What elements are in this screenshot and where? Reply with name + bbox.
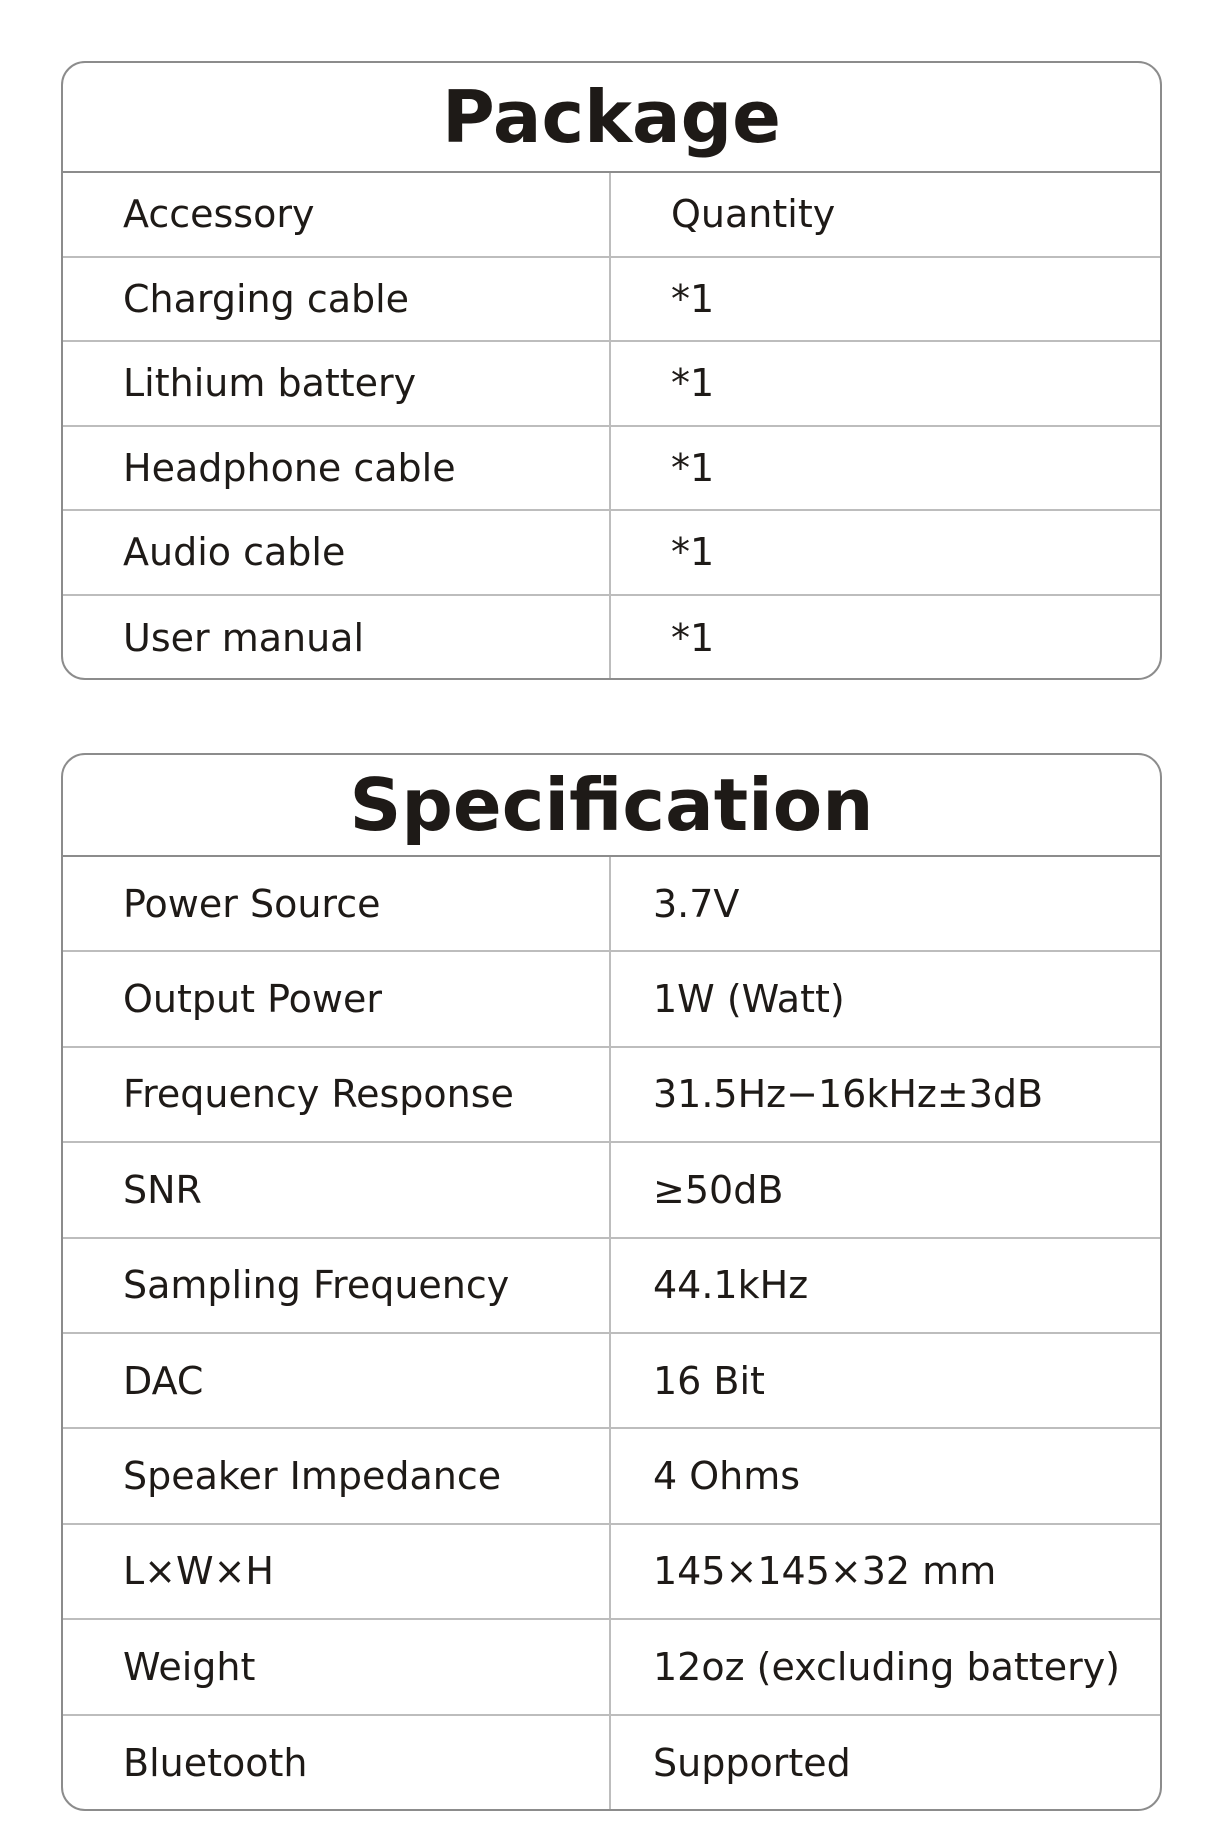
package-table bbox=[61, 61, 1162, 680]
table-row bbox=[63, 427, 1160, 512]
spec-value: 1W (Watt) bbox=[653, 977, 845, 1022]
spec-label: Weight bbox=[63, 1620, 611, 1713]
spec-label: Frequency Response bbox=[63, 1048, 611, 1141]
table-row bbox=[63, 857, 1160, 952]
spec-value: 3.7V bbox=[653, 881, 740, 926]
accessory-quantity: *1 bbox=[671, 445, 715, 490]
table-row bbox=[63, 1239, 1160, 1334]
accessory-name: Headphone cable bbox=[63, 427, 611, 510]
accessory-name: User manual bbox=[63, 596, 611, 681]
accessory-quantity: *1 bbox=[671, 615, 715, 660]
table-row bbox=[63, 1429, 1160, 1524]
accessory-quantity: *1 bbox=[671, 361, 715, 406]
spec-value: 145×145×32 mm bbox=[653, 1549, 997, 1594]
spec-label: L×W×H bbox=[63, 1525, 611, 1618]
specification-table bbox=[61, 753, 1162, 1811]
table-row bbox=[63, 1525, 1160, 1620]
accessory-name: Lithium battery bbox=[63, 342, 611, 425]
package-title: Package bbox=[63, 63, 1160, 173]
accessory-quantity: *1 bbox=[671, 530, 715, 575]
spec-value: 44.1kHz bbox=[653, 1263, 809, 1308]
table-row bbox=[63, 1620, 1160, 1715]
spec-value: Supported bbox=[653, 1741, 851, 1786]
table-row bbox=[63, 1143, 1160, 1238]
spec-label: Speaker Impedance bbox=[63, 1429, 611, 1522]
spec-label: Output Power bbox=[63, 952, 611, 1045]
table-row bbox=[63, 1048, 1160, 1143]
spec-label: DAC bbox=[63, 1334, 611, 1427]
accessory-column-header: Accessory bbox=[63, 173, 611, 256]
spec-value: ≥50dB bbox=[653, 1167, 784, 1212]
specification-title: Specification bbox=[63, 755, 1160, 857]
spec-value: 12oz (excluding battery) bbox=[653, 1644, 1121, 1689]
spec-label: Power Source bbox=[63, 857, 611, 950]
table-row bbox=[63, 342, 1160, 427]
spec-value: 16 Bit bbox=[653, 1358, 765, 1403]
spec-value: 31.5Hz−16kHz±3dB bbox=[653, 1072, 1044, 1117]
accessory-name: Charging cable bbox=[63, 258, 611, 341]
package-header-row bbox=[63, 173, 1160, 258]
accessory-quantity: *1 bbox=[671, 276, 715, 321]
table-row bbox=[63, 258, 1160, 343]
spec-label: SNR bbox=[63, 1143, 611, 1236]
table-row bbox=[63, 596, 1160, 681]
accessory-name: Audio cable bbox=[63, 511, 611, 594]
table-row bbox=[63, 1334, 1160, 1429]
table-row bbox=[63, 952, 1160, 1047]
spec-label: Bluetooth bbox=[63, 1716, 611, 1811]
table-row bbox=[63, 511, 1160, 596]
quantity-column-header: Quantity bbox=[671, 192, 836, 237]
spec-value: 4 Ohms bbox=[653, 1454, 801, 1499]
table-row bbox=[63, 1716, 1160, 1811]
spec-label: Sampling Frequency bbox=[63, 1239, 611, 1332]
